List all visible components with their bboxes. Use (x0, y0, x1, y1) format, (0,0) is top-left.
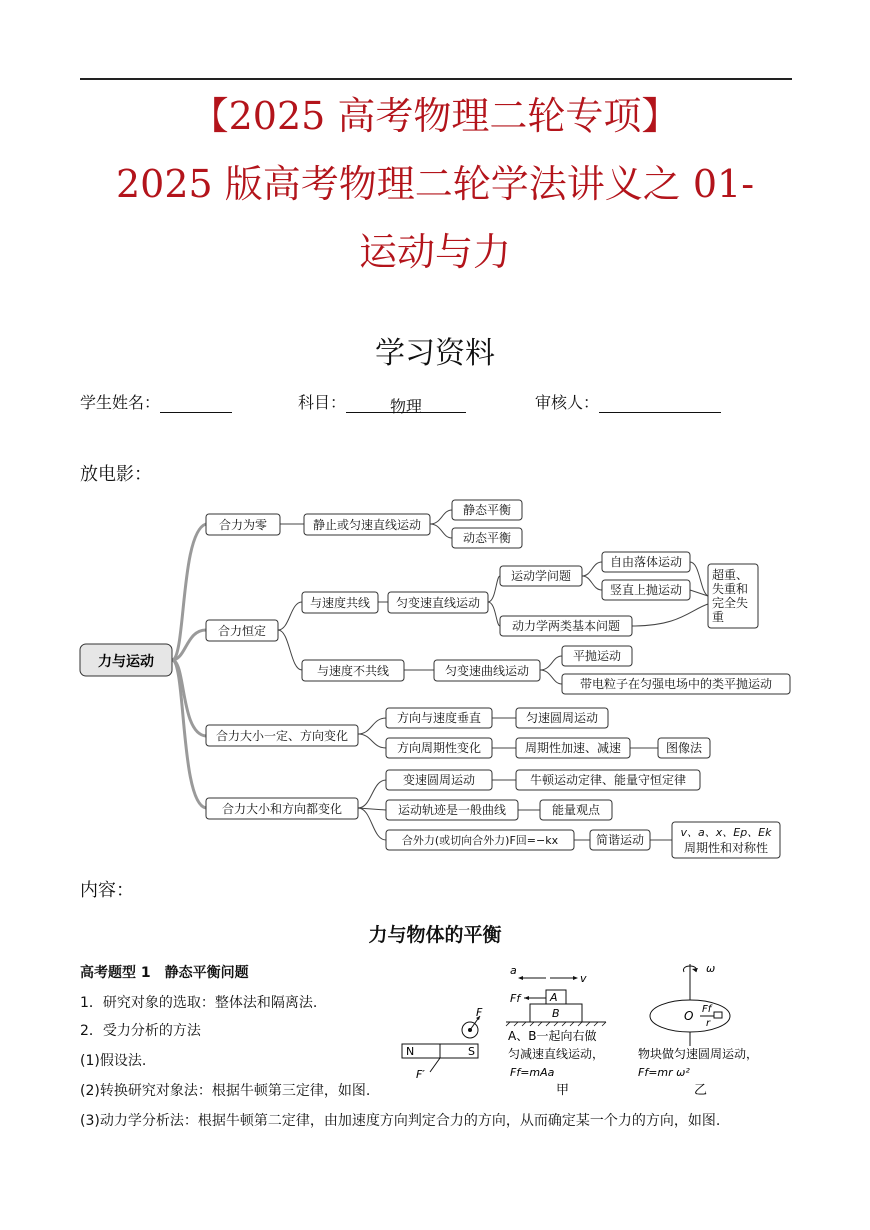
node-projectile[interactable] (562, 646, 632, 666)
node-energy-view[interactable] (540, 800, 612, 820)
node-collinear[interactable] (302, 592, 378, 613)
mindmap-root[interactable] (80, 644, 172, 676)
svg-text:运动轨迹是一般曲线: 运动轨迹是一般曲线 (397, 803, 507, 817)
svg-text:静态平衡: 静态平衡 (462, 503, 512, 517)
subject-field (298, 390, 466, 416)
jia-text-3: Ff=mAa (510, 1066, 555, 1079)
svg-text:合力为零: 合力为零 (218, 518, 268, 532)
jia-text-2: 匀减速直线运动， (508, 1047, 605, 1061)
node-dynamics-two[interactable] (500, 616, 632, 636)
svg-text:匀速圆周运动: 匀速圆周运动 (525, 711, 599, 725)
node-kinematics[interactable] (500, 566, 582, 586)
node-free-fall[interactable] (602, 552, 690, 572)
omega-label: ω (706, 962, 716, 975)
node-zero-motion[interactable] (304, 514, 430, 535)
node-var-circle[interactable] (386, 770, 492, 790)
svg-text:平抛运动: 平抛运动 (572, 649, 622, 663)
movie-label: 放电影： (80, 464, 152, 485)
radius-label: r (706, 1018, 711, 1029)
reviewer-label: 审核人： (535, 393, 600, 412)
subject-label: 科目： (298, 393, 347, 412)
title-line-2: 2025 版高考物理二轮学法讲义之 01- (115, 162, 755, 206)
node-charged-particle[interactable] (562, 674, 790, 694)
friction-label-jia: Ff (510, 992, 521, 1005)
svg-text:合外力(或切向合外力)F回=−kx: 合外力(或切向合外力)F回=−kx (401, 834, 559, 847)
svg-text:方向周期性变化: 方向周期性变化 (396, 741, 482, 755)
velocity-label: v (580, 972, 587, 985)
svg-text:动态平衡: 动态平衡 (462, 531, 512, 545)
svg-text:重: 重 (712, 610, 725, 624)
student-name-blank[interactable] (160, 394, 232, 413)
node-uniform-accel-line[interactable] (388, 592, 488, 613)
node-graph-method[interactable] (658, 738, 710, 758)
para-force-analysis: 2．受力分析的方法 (80, 1023, 201, 1039)
svg-text:周期性和对称性: 周期性和对称性 (683, 841, 769, 855)
figure-yi-label: 乙 (694, 1083, 708, 1098)
mind-map (0, 492, 870, 862)
node-newton-energy[interactable] (516, 770, 700, 790)
block-b-label: B (552, 1007, 560, 1020)
yi-text-2: Ff=mr ω² (638, 1066, 690, 1079)
svg-text:方向与速度垂直: 方向与速度垂直 (396, 711, 482, 725)
magnet-figure (402, 1006, 483, 1081)
subtitle: 学习资料 (375, 336, 495, 371)
title-line-1: 【2025 高考物理二轮专项】 (190, 94, 680, 138)
svg-text:匀变速曲线运动: 匀变速曲线运动 (444, 664, 530, 678)
svg-text:自由落体运动: 自由落体运动 (609, 555, 683, 569)
svg-text:周期性加速、减速: 周期性加速、减速 (524, 741, 622, 755)
title-line-3: 运动与力 (358, 230, 511, 274)
para-assumption: (1)假设法. (80, 1053, 147, 1069)
node-periodic-accel[interactable] (516, 738, 630, 758)
jia-text-1: A、B一起向右做 (508, 1029, 597, 1043)
student-name-label: 学生姓名： (80, 393, 161, 412)
svg-text:合力恒定: 合力恒定 (217, 624, 267, 638)
node-zero[interactable] (206, 514, 280, 535)
para-switch-object: (2)转换研究对象法：根据牛顿第三定律，如图. (80, 1083, 371, 1099)
svg-text:合力大小和方向都变化: 合力大小和方向都变化 (221, 802, 343, 816)
node-uniform-accel-curve[interactable] (434, 660, 540, 681)
force-f-label: F (476, 1006, 483, 1019)
svg-text:合力大小一定、方向变化: 合力大小一定、方向变化 (215, 729, 349, 743)
friction-label-yi: Ff (702, 1004, 712, 1015)
node-general-curve[interactable] (386, 800, 518, 820)
node-const[interactable] (206, 620, 278, 641)
svg-text:与速度共线: 与速度共线 (309, 596, 371, 610)
node-dynamic-eq[interactable] (452, 528, 522, 548)
para-dynamics: (3)动力学分析法：根据牛顿第二定律，由加速度方向判定合力的方向，从而确定某一个力的方向，如图. (80, 1113, 721, 1129)
student-name-field (80, 390, 232, 413)
svg-text:变速圆周运动: 变速圆周运动 (402, 773, 476, 787)
svg-text:运动学问题: 运动学问题 (510, 569, 572, 583)
figure-jia-label: 甲 (556, 1083, 570, 1098)
node-shm-force[interactable] (386, 830, 574, 850)
svg-text:完全失: 完全失 (712, 596, 749, 610)
node-overweight[interactable] (708, 564, 758, 628)
node-periodic-dir[interactable] (386, 738, 492, 758)
node-uniform-circle[interactable] (516, 708, 608, 728)
block-a-label: A (550, 991, 558, 1004)
node-noncollinear[interactable] (302, 660, 404, 681)
svg-text:简谐运动: 简谐运动 (595, 833, 645, 847)
magnet-s-label: S (468, 1045, 475, 1058)
reviewer-field (535, 390, 721, 413)
svg-text:匀变速直线运动: 匀变速直线运动 (395, 596, 481, 610)
reviewer-blank[interactable] (599, 394, 721, 413)
center-o-label: O (684, 1009, 694, 1023)
svg-text:静止或匀速直线运动: 静止或匀速直线运动 (312, 518, 422, 532)
svg-text:能量观点: 能量观点 (551, 803, 601, 817)
content-label: 内容： (80, 880, 134, 901)
node-static-eq[interactable] (452, 500, 522, 520)
accel-label: a (510, 964, 517, 977)
yi-text-1: 物块做匀速圆周运动， (638, 1047, 759, 1061)
svg-text:与速度不共线: 与速度不共线 (316, 664, 390, 678)
svg-text:动力学两类基本问题: 动力学两类基本问题 (511, 619, 621, 633)
svg-text:超重、: 超重、 (712, 568, 749, 582)
disk-figure (638, 962, 758, 1098)
node-shm-props[interactable] (672, 822, 780, 858)
node-both-change[interactable] (206, 798, 358, 819)
node-shm[interactable] (590, 830, 650, 850)
physics-figures (400, 960, 820, 1100)
root-label: 力与运动 (98, 654, 154, 670)
magnet-n-label: N (406, 1045, 415, 1058)
para-object-selection: 1．研究对象的选取：整体法和隔离法. (80, 995, 318, 1011)
subject-value: 物理 (346, 394, 466, 413)
top-rule (80, 78, 792, 80)
svg-text:失重和: 失重和 (712, 582, 749, 596)
node-vertical-throw[interactable] (602, 580, 690, 600)
svg-text:牛顿运动定律、能量守恒定律: 牛顿运动定律、能量守恒定律 (529, 773, 687, 787)
section-title: 力与物体的平衡 (368, 924, 502, 946)
svg-text:图像法: 图像法 (665, 741, 703, 755)
node-perp[interactable] (386, 708, 492, 728)
svg-text:竖直上抛运动: 竖直上抛运动 (609, 583, 683, 597)
node-mag-const[interactable] (206, 725, 358, 746)
block-figure (506, 964, 606, 1098)
svg-text:v、a、x、Ep、Ek: v、a、x、Ep、Ek (680, 826, 772, 839)
svg-text:带电粒子在匀强电场中的类平抛运动: 带电粒子在匀强电场中的类平抛运动 (579, 677, 773, 691)
force-f-prime-label: F′ (416, 1068, 425, 1081)
question-type-1: 高考题型 1 静态平衡问题 (80, 965, 249, 981)
